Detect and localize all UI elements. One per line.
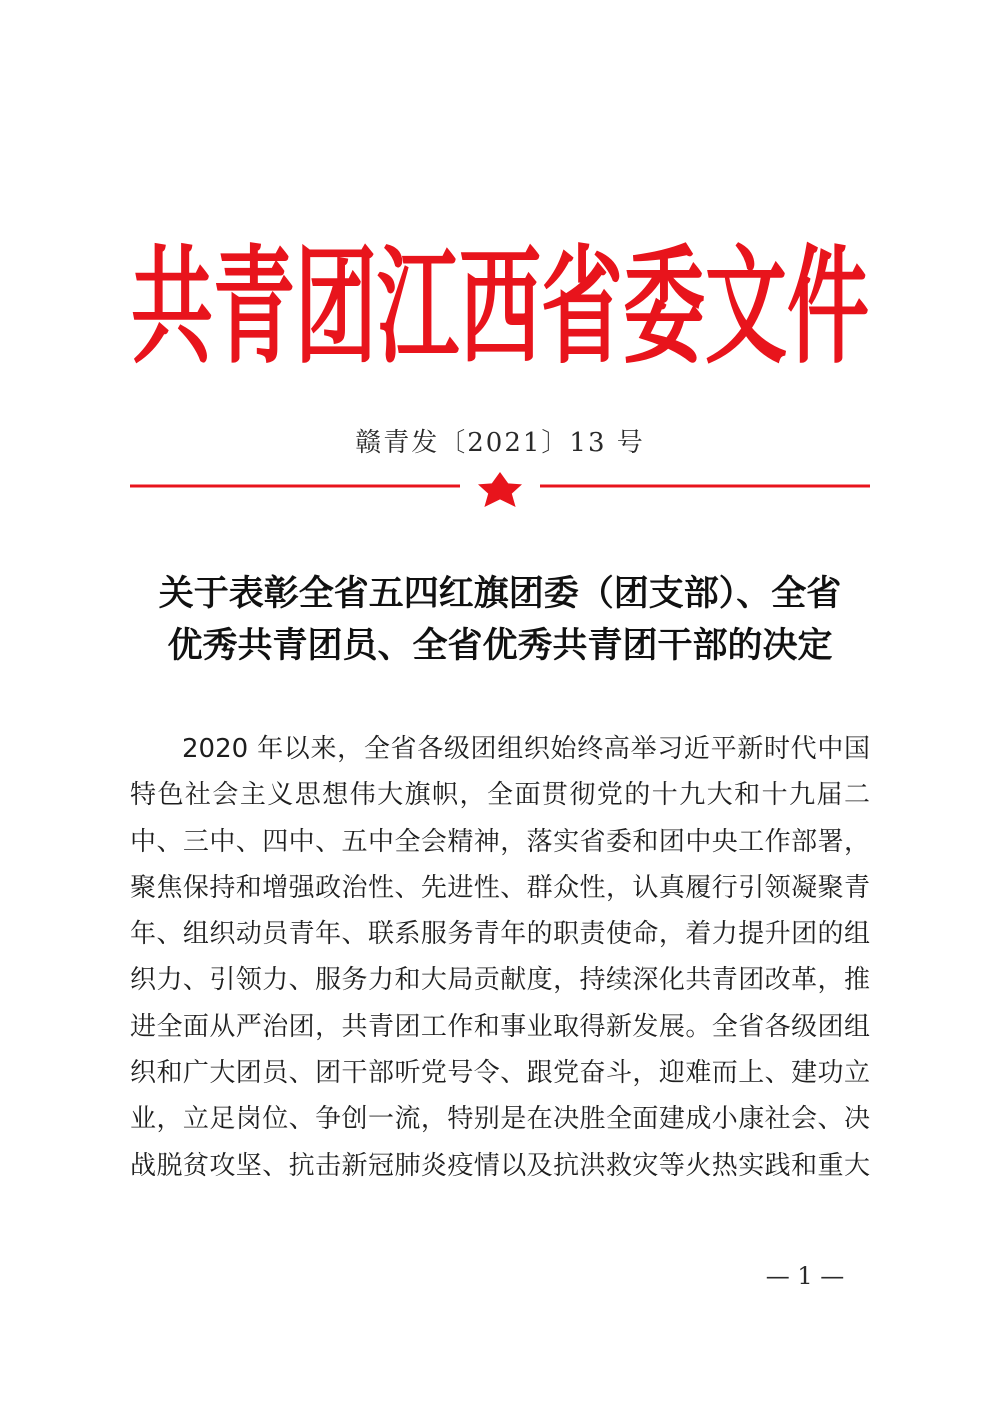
body-line: 业，立足岗位、争创一流，特别是在决胜全面建成小康社会、决 [130,1104,870,1135]
red-divider [130,472,870,508]
document-title [118,568,882,672]
body-line: 进全面从严治团，共青团工作和事业取得新发展。全省各级团组 [130,1011,870,1042]
body-line: 战脱贫攻坚、抗击新冠肺炎疫情以及抗洪救灾等火热实践和重大 [130,1150,870,1181]
body-line: 中、三中、四中、五中全会精神，落实省委和团中央工作部署， [130,826,870,857]
title-line: 优秀共青团员、全省优秀共青团干部的决定 [167,625,833,666]
star-icon [478,472,522,507]
document-masthead: 共青团江西省委文件 [130,233,869,383]
body-line: 织和广大团员、团干部听党号令、跟党奋斗，迎难而上、建功立 [130,1058,870,1089]
body-line: 2020 年以来，全省各级团组织始终高举习近平新时代中国 [182,734,870,764]
document-number: 赣青发〔2021〕13 号 [355,428,645,458]
title-line: 关于表彰全省五四红旗团委（团支部）、全省 [158,573,842,614]
body-line: 聚焦保持和增强政治性、先进性、群众性，认真履行引领凝聚青 [130,872,870,903]
document-body [130,726,870,1189]
body-line: 年、组织动员青年、联系服务青年的职责使命，着力提升团的组 [130,919,870,950]
body-line: 特色社会主义思想伟大旗帜，全面贯彻党的十九大和十九届二 [130,780,870,811]
body-line: 织力、引领力、服务力和大局贡献度，持续深化共青团改革，推 [130,965,870,996]
page-number: — 1 — [765,1262,845,1290]
